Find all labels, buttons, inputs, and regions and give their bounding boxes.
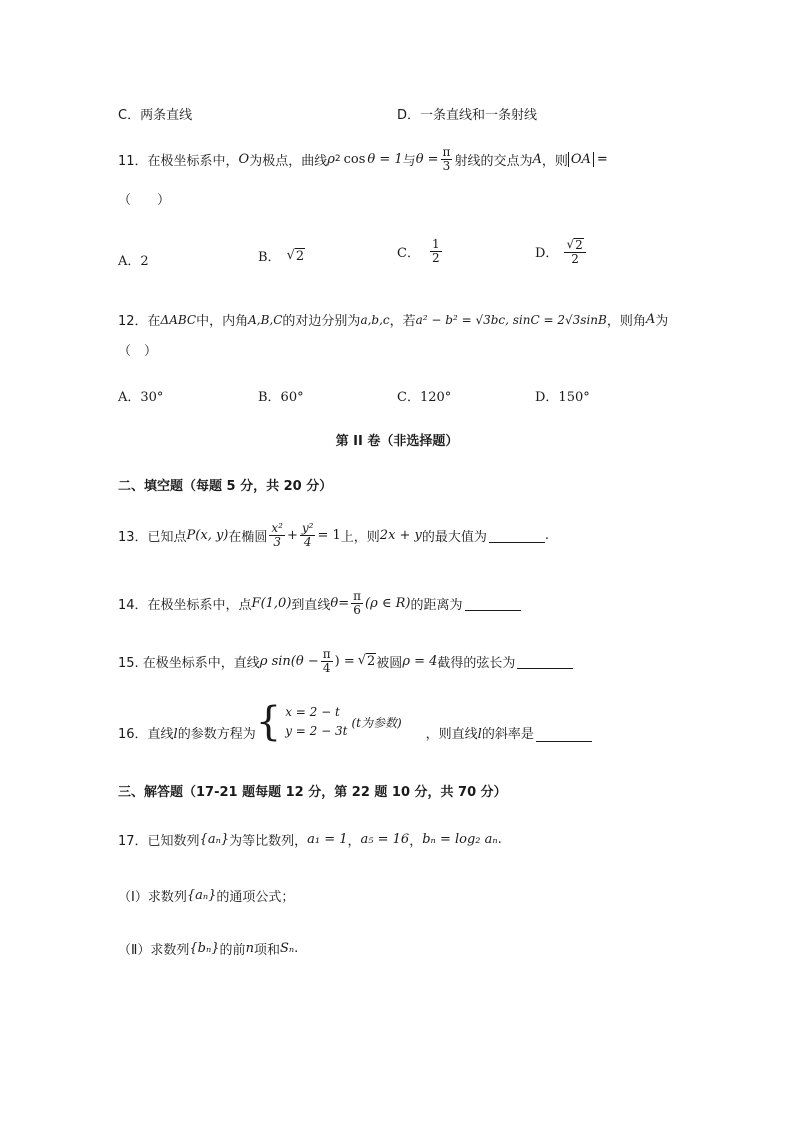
q16-param: (t为参数) bbox=[351, 715, 402, 730]
question-13 bbox=[118, 522, 549, 548]
q17-end: . bbox=[497, 832, 502, 847]
q17-a1: a₁ = 1 bbox=[307, 832, 348, 847]
q10-option-c: C．两条直线 bbox=[118, 108, 193, 123]
q13-eq1: = 1 bbox=[317, 527, 341, 543]
q11-eq: = bbox=[596, 151, 608, 167]
q14-text1: 到直线 bbox=[291, 597, 331, 613]
q17-prefix: 17．已知数列 bbox=[118, 834, 200, 849]
q11-text4: ，则 bbox=[541, 153, 568, 169]
q11-theta-eq: θ = bbox=[415, 151, 439, 167]
q11-OA: OA bbox=[568, 152, 594, 167]
q13-frac-x: $\frac{\text{x²}}{3}$ bbox=[271, 521, 283, 549]
q17-part2-end: . bbox=[294, 941, 299, 956]
q11-option-a: A．2 bbox=[118, 254, 149, 269]
q11-prefix: 11．在极坐标系中， bbox=[118, 153, 239, 169]
q17-part1-an: {aₙ} bbox=[186, 888, 217, 903]
q11-theta-eq1: θ = 1 bbox=[367, 151, 403, 167]
q14-theta: θ= bbox=[330, 595, 350, 611]
q12-text3: ，若 bbox=[389, 314, 416, 329]
q16-suffix: 的斜率是 bbox=[481, 727, 534, 742]
q14-condition: (ρ ∈ R) bbox=[365, 595, 411, 611]
q13-suffix: 的最大值为 bbox=[421, 529, 487, 545]
question-17 bbox=[118, 830, 502, 849]
q11-rho: ρ bbox=[327, 151, 335, 167]
question-11 bbox=[118, 146, 608, 172]
q16-equation-system: { x = 2 − t y = 2 − 3t bbox=[255, 699, 348, 745]
q12-option-d: D．150° bbox=[535, 390, 590, 405]
q12-text1: 中，内角 bbox=[196, 314, 249, 329]
q17-part1-suffix: 的通项公式； bbox=[216, 890, 295, 905]
q11-sq: 2 bbox=[334, 154, 341, 165]
q12-A: A bbox=[645, 312, 656, 327]
question-16 bbox=[118, 699, 592, 745]
q12-answer-paren: （ ） bbox=[118, 344, 158, 359]
q11-text1: 为极点，曲线 bbox=[249, 153, 328, 169]
q15-circle: ρ = 4 bbox=[402, 653, 438, 669]
q13-text1: 在椭圆 bbox=[228, 529, 268, 545]
q17-part2-Sn: Sₙ bbox=[279, 941, 295, 956]
q17-part-2 bbox=[118, 939, 298, 958]
q17-part2-n: n bbox=[245, 941, 254, 956]
q14-point: F(1,0) bbox=[251, 595, 292, 611]
q15-prefix: 15. 在极坐标系中，直线 bbox=[118, 655, 260, 671]
q15-suffix: 截得的弦长为 bbox=[437, 655, 516, 671]
q13-frac-y: $\frac{\text{y²}}{4}$ bbox=[301, 521, 314, 549]
question-12 bbox=[118, 310, 668, 329]
q12-condition: a² − b² = √3bc, sinC = 2√3sinB bbox=[415, 312, 607, 327]
q17-sep2: ， bbox=[409, 834, 423, 849]
q16-line-2: y = 2 − 3t bbox=[285, 724, 348, 738]
q12-text4: ，则角 bbox=[606, 314, 646, 329]
q17-part2-bn: {bₙ} bbox=[189, 941, 220, 956]
q16-answer-blank[interactable] bbox=[536, 727, 592, 742]
q12-triangle: ΔABC bbox=[160, 312, 197, 327]
part-2-title: 第 II 卷（非选择题） bbox=[335, 434, 459, 449]
q11-O: O bbox=[238, 151, 250, 167]
q16-l2: l bbox=[477, 727, 482, 742]
q15-sqrt: √ 2 bbox=[357, 653, 376, 670]
q15-expr2: ) = bbox=[334, 653, 355, 669]
q12-prefix: 12．在 bbox=[118, 314, 161, 329]
q16-l: l bbox=[173, 727, 178, 742]
q12-sides: a,b,c bbox=[360, 312, 390, 327]
q17-sep1: ， bbox=[347, 834, 361, 849]
q11-answer-paren: （ ） bbox=[118, 193, 171, 208]
q13-answer-blank[interactable] bbox=[489, 528, 545, 543]
q12-suffix: 为 bbox=[655, 314, 669, 329]
q15-pi-over-4: $\frac{\pi}{4}$ bbox=[322, 647, 331, 675]
q12-option-b: B．60° bbox=[258, 390, 304, 405]
section-2-heading: 二、填空题（每题 5 分，共 20 分） bbox=[118, 479, 333, 494]
q11-option-b: B． √ 2 bbox=[258, 247, 305, 265]
question-14 bbox=[118, 590, 521, 616]
q13-point: P(x, y) bbox=[186, 527, 229, 543]
q16-prefix: 16．直线 bbox=[118, 727, 174, 742]
section-3-heading: 三、解答题（17-21 题每题 12 分，第 22 题 10 分，共 70 分） bbox=[118, 785, 507, 800]
q11-A: A bbox=[532, 151, 542, 167]
q13-prefix: 13．已知点 bbox=[118, 529, 187, 545]
q17-part1-prefix: （Ⅰ）求数列 bbox=[118, 890, 187, 905]
q15-text1: 被圆 bbox=[376, 655, 403, 671]
q11-cos: cos bbox=[343, 151, 366, 167]
q11-option-c: C． $\frac{1}{2}$ bbox=[397, 237, 440, 265]
q15-answer-blank[interactable] bbox=[517, 654, 573, 669]
q17-part2-mid: 的前 bbox=[219, 943, 246, 958]
q17-text1: 为等比数列， bbox=[229, 834, 308, 849]
q12-option-a: A．30° bbox=[118, 390, 164, 405]
q17-a5: a₅ = 16 bbox=[360, 832, 410, 847]
q17-an: {aₙ} bbox=[199, 832, 230, 847]
q13-text2: 上，则 bbox=[340, 529, 380, 545]
q12-option-c: C．120° bbox=[397, 390, 452, 405]
q11-option-d: D． √ 2 2 bbox=[535, 238, 588, 265]
q17-bn: bₙ = log₂ aₙ bbox=[422, 832, 498, 847]
q12-angles: A,B,C bbox=[248, 312, 283, 327]
q11-text2: 与 bbox=[402, 153, 416, 169]
q11-pi-over-3: $\frac{\pi}{3}$ bbox=[442, 145, 451, 173]
q17-part2-prefix: （Ⅱ）求数列 bbox=[118, 943, 190, 958]
q15-expr1: ρ sin(θ − bbox=[259, 653, 319, 669]
q16-text2: ，则直线 bbox=[425, 727, 478, 742]
q12-text2: 的对边分别为 bbox=[282, 314, 361, 329]
q16-line-1: x = 2 − t bbox=[285, 705, 340, 719]
q13-plus: + bbox=[286, 527, 298, 543]
q17-part2-mid2: 项和 bbox=[253, 943, 280, 958]
q17-part-1 bbox=[118, 886, 294, 905]
q13-end: . bbox=[544, 527, 550, 543]
q14-prefix: 14．在极坐标系中，点 bbox=[118, 597, 252, 613]
q16-text1: 的参数方程为 bbox=[177, 727, 256, 742]
q11-text3: 射线的交点为 bbox=[454, 153, 533, 169]
question-15 bbox=[118, 648, 573, 674]
q14-pi-over-6: $\frac{\pi}{6}$ bbox=[353, 589, 362, 617]
q14-answer-blank[interactable] bbox=[465, 596, 521, 611]
q10-option-d: D．一条直线和一条射线 bbox=[397, 108, 538, 123]
q14-suffix: 的距离为 bbox=[410, 597, 463, 613]
q13-expr: 2x + y bbox=[379, 527, 422, 543]
